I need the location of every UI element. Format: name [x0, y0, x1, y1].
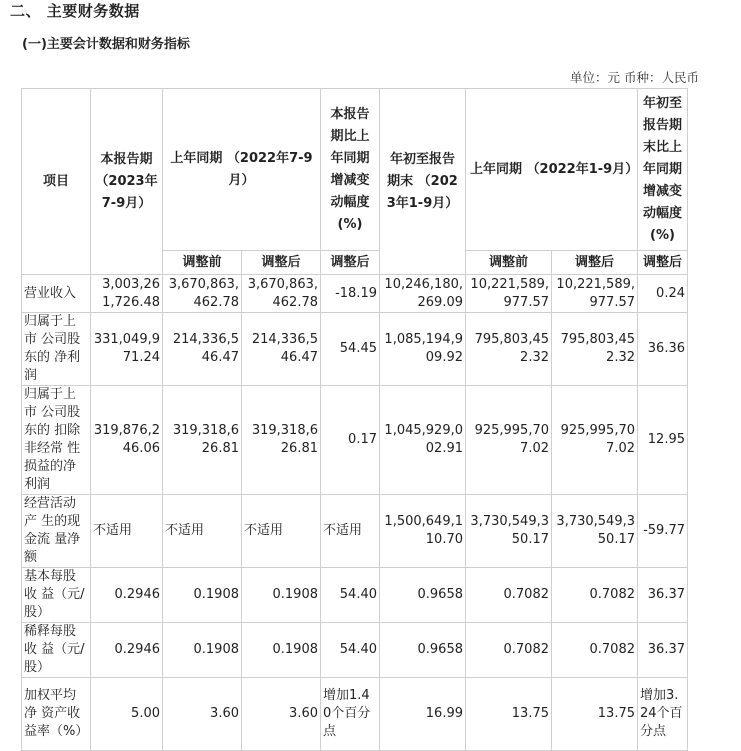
cell: 13.75	[466, 678, 552, 751]
cell: 319,876,246.06	[91, 386, 163, 495]
cell: 54.40	[321, 623, 380, 678]
table-row	[22, 623, 688, 678]
row-label: 营业收入	[22, 275, 91, 313]
cell: 0.1908	[242, 623, 321, 678]
subheader-after: 调整后	[321, 251, 380, 275]
cell: 925,995,707.02	[466, 386, 552, 495]
cell: 0.17	[321, 386, 380, 495]
cell: 214,336,546.47	[242, 313, 321, 386]
cell: 54.40	[321, 568, 380, 623]
cell: 不适用	[91, 495, 163, 568]
cell: 0.1908	[163, 623, 242, 678]
cell: 0.24	[638, 275, 688, 313]
header-ytd-change: 年初至报告期末比上年同期增减变动幅度(%)	[638, 89, 688, 251]
subheader-before: 调整前	[466, 251, 552, 275]
cell: 214,336,546.47	[163, 313, 242, 386]
table-row	[22, 495, 688, 568]
financial-data-table	[21, 88, 688, 751]
cell: 925,995,707.02	[552, 386, 638, 495]
table-row	[22, 313, 688, 386]
cell: 36.36	[638, 313, 688, 386]
cell: 不适用	[242, 495, 321, 568]
header-prior-period: 上年同期 （2022年7-9月）	[163, 89, 321, 251]
section-title: 二、 主要财务数据	[10, 2, 140, 20]
cell: 16.99	[380, 678, 466, 751]
cell: 319,318,626.81	[242, 386, 321, 495]
cell: -18.19	[321, 275, 380, 313]
header-prior-ytd: 上年同期 （2022年1-9月）	[466, 89, 638, 251]
cell: 0.1908	[242, 568, 321, 623]
cell: 3,730,549,350.17	[552, 495, 638, 568]
header-current-period: 本报告期（2023年7-9月）	[91, 89, 163, 275]
cell: -59.77	[638, 495, 688, 568]
unit-currency-line: 单位：元 币种：人民币	[570, 70, 699, 85]
cell: 增加1.40个百分点	[321, 678, 380, 751]
cell: 不适用	[163, 495, 242, 568]
cell: 12.95	[638, 386, 688, 495]
cell: 319,318,626.81	[163, 386, 242, 495]
table-row	[22, 568, 688, 623]
cell: 36.37	[638, 568, 688, 623]
cell: 0.2946	[91, 623, 163, 678]
table-row	[22, 386, 688, 495]
cell: 0.9658	[380, 623, 466, 678]
subheader-before: 调整前	[163, 251, 242, 275]
cell: 1,500,649,110.70	[380, 495, 466, 568]
cell: 795,803,452.32	[552, 313, 638, 386]
cell: 331,049,971.24	[91, 313, 163, 386]
cell: 0.7082	[552, 623, 638, 678]
table-row	[22, 678, 688, 751]
cell: 不适用	[321, 495, 380, 568]
subheader-after: 调整后	[552, 251, 638, 275]
cell: 0.9658	[380, 568, 466, 623]
cell: 1,045,929,002.91	[380, 386, 466, 495]
cell: 0.7082	[552, 568, 638, 623]
cell: 3.60	[163, 678, 242, 751]
cell: 3,730,549,350.17	[466, 495, 552, 568]
row-label: 归属于上市 公司股东的 扣除非经常 性损益的净利润	[22, 386, 91, 495]
cell: 3.60	[242, 678, 321, 751]
subheader-after: 调整后	[638, 251, 688, 275]
cell: 3,670,863,462.78	[163, 275, 242, 313]
cell: 10,221,589,977.57	[552, 275, 638, 313]
row-label: 基本每股收 益（元/股）	[22, 568, 91, 623]
header-item: 项目	[22, 89, 91, 275]
cell: 13.75	[552, 678, 638, 751]
cell: 增加3.24个百分点	[638, 678, 688, 751]
cell: 0.1908	[163, 568, 242, 623]
cell: 10,246,180,269.09	[380, 275, 466, 313]
table-row	[22, 275, 688, 313]
row-label: 稀释每股收 益（元/股）	[22, 623, 91, 678]
row-label: 经营活动产 生的现金流 量净额	[22, 495, 91, 568]
cell: 3,003,261,726.48	[91, 275, 163, 313]
cell: 54.45	[321, 313, 380, 386]
row-label: 加权平均净 资产收益率（%）	[22, 678, 91, 751]
row-label: 归属于上市 公司股东的 净利润	[22, 313, 91, 386]
cell: 795,803,452.32	[466, 313, 552, 386]
subsection-title: (一)主要会计数据和财务指标	[22, 37, 190, 52]
cell: 5.00	[91, 678, 163, 751]
subheader-after: 调整后	[242, 251, 321, 275]
cell: 0.7082	[466, 568, 552, 623]
cell: 10,221,589,977.57	[466, 275, 552, 313]
header-ytd: 年初至报告期末 （2023年1-9月）	[380, 89, 466, 275]
cell: 0.7082	[466, 623, 552, 678]
cell: 36.37	[638, 623, 688, 678]
cell: 0.2946	[91, 568, 163, 623]
cell: 3,670,863,462.78	[242, 275, 321, 313]
header-period-change: 本报告期比上年同期增减变动幅度(%)	[321, 89, 380, 251]
cell: 1,085,194,909.92	[380, 313, 466, 386]
